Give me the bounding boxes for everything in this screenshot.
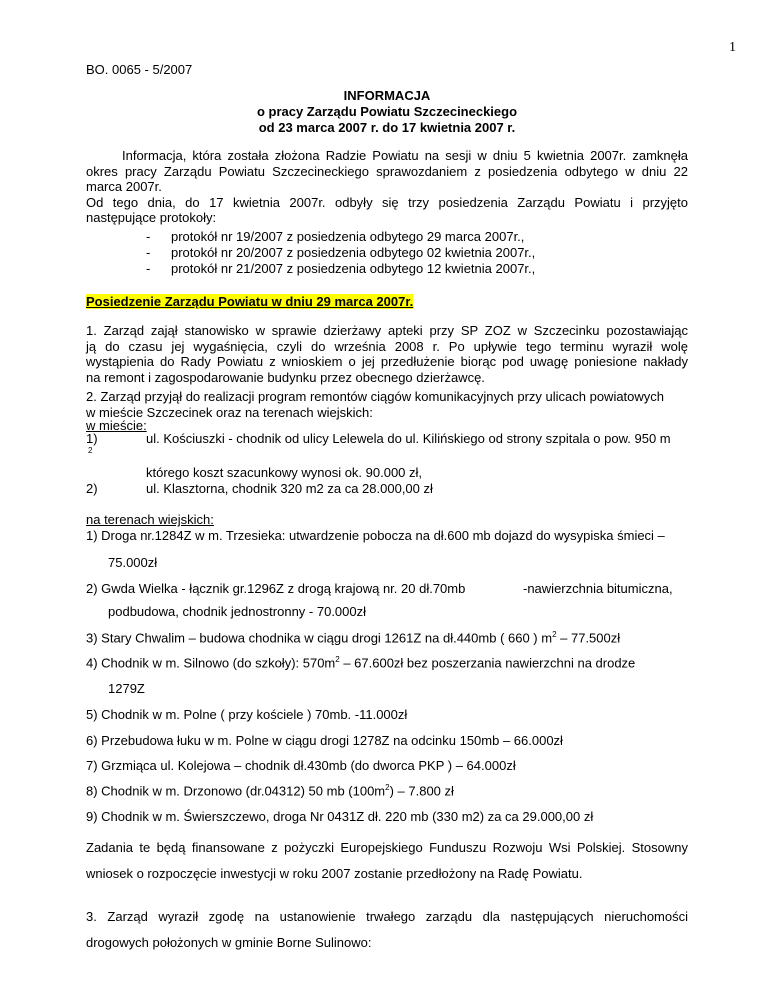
rural-item-text: ) – 7.800 zł <box>389 783 454 799</box>
intro-paragraph <box>86 148 688 226</box>
financing-line: Zadania te będą finansowane z pożyczki Europejskiego Funduszu Rozwoju Wsi Polskiej. Stosowny <box>86 840 688 855</box>
city-item-superscript: 2 <box>88 446 93 455</box>
item1-line: ją do czasu jej wygaśnięcia, czyli do września 2008 r. Po upływie tego terminu wyraził wolę <box>86 338 688 354</box>
rural-item <box>86 655 635 671</box>
rural-label: na terenach wiejskich: <box>86 512 214 527</box>
rural-item: 1) Droga nr.1284Z w m. Trzesieka: utwardzenie pobocza na dł.600 mb dojazd do wysypiska śmieci – <box>86 528 665 543</box>
city-item-text: ul. Kościuszki - chodnik od ulicy Lelewela do ul. Kilińskiego od strony szpitala o pow. 950 m <box>146 431 671 446</box>
item1-line: na remont i zagospodarowanie budynku przez obecnego dzierżawcę. <box>86 369 485 385</box>
rural-item: -nawierzchnia bitumiczna, <box>523 581 673 596</box>
meeting-heading <box>86 294 413 310</box>
rural-item-superscript: 2 <box>552 630 557 639</box>
doc-date-range: od 23 marca 2007 r. do 17 kwietnia 2007 r. <box>258 120 516 135</box>
item1-paragraph <box>86 323 688 385</box>
rural-item: 2) Gwda Wielka - łącznik gr.1296Z z drogą krajową nr. 20 dł.70mb <box>86 581 466 596</box>
document-reference: BO. 0065 - 5/2007 <box>86 62 193 77</box>
rural-item-cont: 75.000zł <box>108 555 158 570</box>
rural-item-cont: podbudowa, chodnik jednostronny - 70.000zł <box>108 604 367 619</box>
item2-line: 2. Zarząd przyjął do realizacji program remontów ciągów komunikacyjnych przy ulicach powiatowych <box>86 389 665 404</box>
city-item-number: 1) <box>86 431 98 446</box>
item3-line: 3. Zarząd wyraził zgodę na ustanowienie trwałego zarządu dla następujących nieruchomości <box>86 909 688 924</box>
rural-item-text: 4) Chodnik w m. Silnowo (do szkoły): 570m <box>86 655 336 671</box>
rural-item-superscript: 2 <box>385 783 390 792</box>
rural-item-text: 3) Stary Chwalim – budowa chodnika w ciągu drogi 1261Z na dł.440mb ( 660 ) m <box>86 630 553 646</box>
meeting-heading-text: Posiedzenie Zarządu Powiatu w dniu 29 marca 2007r. <box>86 294 414 309</box>
city-item-number: 2) <box>86 481 98 496</box>
doc-title: INFORMACJA <box>343 88 431 103</box>
doc-subtitle: o pracy Zarządu Powiatu Szczecineckiego <box>256 104 518 119</box>
financing-paragraph <box>86 835 688 887</box>
item2-line: w mieście Szczecinek oraz na terenach wiejskich: <box>86 404 373 420</box>
item2-intro <box>86 389 688 420</box>
protocol-item: protokół nr 20/2007 z posiedzenia odbytego 02 kwietnia 2007r., <box>171 245 536 260</box>
city-item-text: którego koszt szacunkowy wynosi ok. 90.000 zł, <box>146 465 423 480</box>
rural-item: 5) Chodnik w m. Polne ( przy kościele ) 70mb. -11.000zł <box>86 707 408 722</box>
item3-paragraph <box>86 904 688 956</box>
item1-line: 1. Zarząd zajął stanowisko w sprawie dzierżawy apteki przy SP ZOZ w Szczecinku pozostawiając <box>86 323 688 338</box>
protocol-dash: - <box>146 261 151 276</box>
protocol-item: protokół nr 21/2007 z posiedzenia odbytego 12 kwietnia 2007r., <box>171 261 536 276</box>
intro-line: Informacja, która została złożona Radzie Powiatu na sesji w dniu 5 kwietnia 2007r. zamknęła <box>122 148 688 163</box>
intro-line: marca 2007r. <box>86 179 162 195</box>
financing-line: wniosek o rozpoczęcie inwestycji w roku 2007 zostanie przedłożony na Radę Powiatu. <box>86 866 583 881</box>
rural-item: 7) Grzmiąca ul. Kolejowa – chodnik dł.430mb (do dworca PKP ) – 64.000zł <box>86 758 516 773</box>
rural-item-text: – 77.500zł <box>556 630 621 646</box>
rural-item-text: – 67.600zł bez poszerzania nawierzchni na drodze <box>339 655 636 671</box>
rural-item-text: 8) Chodnik w m. Drzonowo (dr.04312) 50 mb (100m <box>86 783 386 799</box>
protocol-dash: - <box>146 245 151 260</box>
intro-line: następujące protokoły: <box>86 210 217 226</box>
rural-item: 6) Przebudowa łuku w m. Polne w ciągu drogi 1278Z na odcinku 150mb – 66.000zł <box>86 733 563 748</box>
item3-line: drogowych położonych w gminie Borne Sulinowo: <box>86 935 372 950</box>
page-number: 1 <box>729 40 736 55</box>
protocol-item: protokół nr 19/2007 z posiedzenia odbytego 29 marca 2007r., <box>171 229 525 244</box>
rural-item <box>86 783 454 799</box>
rural-item <box>86 630 620 646</box>
intro-line: Od tego dnia, do 17 kwietnia 2007r. odbyły się trzy posiedzenia Zarządu Powiatu i przyjęto <box>86 194 688 210</box>
rural-item: 9) Chodnik w m. Świerszczewo, droga Nr 0431Z dł. 220 mb (330 m2) za ca 29.000,00 zł <box>86 809 594 824</box>
intro-line: okres pracy Zarządu Powiatu Szczecineckiego sprawozdaniem z posiedzenia odbytego w dniu 22 <box>86 163 688 179</box>
city-item-text: ul. Klasztorna, chodnik 320 m2 za ca 28.000,00 zł <box>146 481 433 496</box>
city-label: w mieście: <box>86 418 147 433</box>
rural-item-superscript: 2 <box>335 655 340 664</box>
item1-line: wystąpienia do Rady Powiatu z wnioskiem o jej przedłużenie biorąc pod uwagę poniesione nakłady <box>86 354 688 370</box>
protocol-dash: - <box>146 229 151 244</box>
rural-item-cont: 1279Z <box>108 681 145 696</box>
